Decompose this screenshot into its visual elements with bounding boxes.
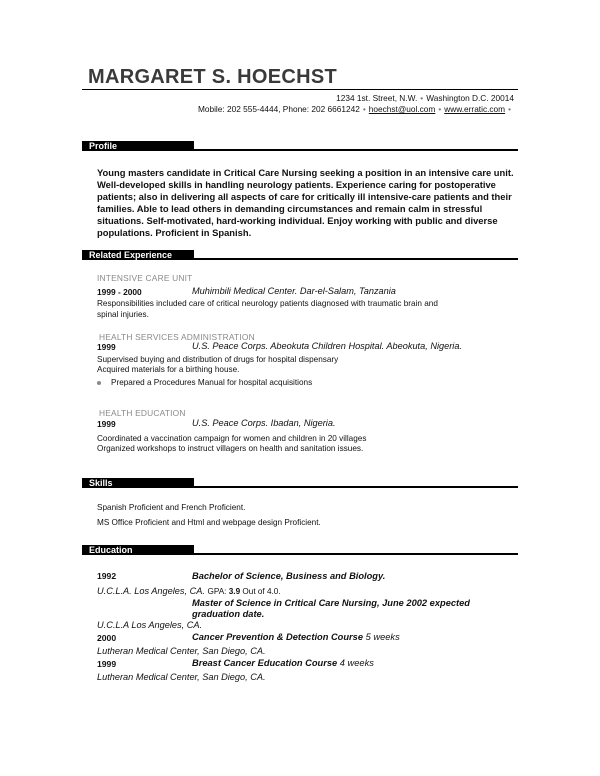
school-name: U.C.L.A. Los Angeles, CA. [97, 586, 205, 596]
job-title: INTENSIVE CARE UNIT [97, 273, 193, 283]
job-description-line: spinal injuries. [97, 310, 149, 319]
section-rule [194, 478, 518, 488]
job-title: HEALTH SERVICES ADMINISTRATION [99, 332, 255, 342]
education-section-header [82, 545, 518, 555]
job-date: 1999 [97, 419, 116, 429]
job-organization: Muhimbili Medical Center. Dar-el-Salam, Tanzania [192, 286, 396, 296]
job-title: HEALTH EDUCATION [99, 408, 186, 418]
education-degree [192, 658, 374, 669]
separator-dot: • [438, 104, 442, 114]
section-heading: Related Experience [82, 250, 194, 260]
separator-dot: • [508, 104, 511, 114]
separator-dot: • [362, 104, 366, 114]
separator-dot: • [420, 93, 424, 103]
profile-section-header [82, 141, 518, 151]
education-date: 1999 [97, 659, 117, 669]
job-description-line: Organized workshops to instruct villagers on health and sanitation issues. [97, 444, 364, 453]
bullet-text: Prepared a Procedures Manual for hospital acquisitions [111, 378, 313, 387]
address-line [336, 93, 514, 103]
job-description-line: Coordinated a vaccination campaign for women and children in 20 villages [97, 434, 367, 443]
email-link[interactable]: hoechst@uol.com [368, 104, 436, 114]
gpa-suffix: Out of 4.0. [242, 587, 281, 596]
section-rule [194, 250, 518, 260]
job-organization: U.S. Peace Corps. Ibadan, Nigeria. [192, 418, 336, 428]
education-school [97, 586, 281, 596]
skills-section-header [82, 478, 518, 488]
skill-item: Spanish Proficient and French Proficient. [97, 503, 246, 512]
section-heading: Skills [82, 478, 194, 488]
section-heading: Education [82, 545, 194, 555]
job-description-line: Supervised buying and distribution of drugs for hospital dispensary [97, 355, 339, 364]
education-degree [192, 632, 400, 643]
job-bullet-item [97, 378, 312, 387]
applicant-name: MARGARET S. HOECHST [88, 66, 338, 88]
experience-section-header [82, 250, 518, 260]
section-heading: Profile [82, 141, 194, 151]
education-school: Lutheran Medical Center, San Diego, CA. [97, 672, 266, 682]
education-school: U.C.L.A Los Angeles, CA. [97, 620, 203, 630]
job-date: 1999 - 2000 [97, 287, 142, 297]
education-degree-continued: graduation date. [192, 609, 265, 619]
education-degree: Master of Science in Critical Care Nursing, June 2002 expected [192, 598, 470, 608]
job-description-line: Acquired materials for a birthing house. [97, 365, 240, 374]
phone-line [198, 104, 514, 114]
skill-item: MS Office Proficient and Html and webpage design Proficient. [97, 518, 321, 527]
city-address: Washington D.C. 20014 [426, 93, 514, 103]
education-school: Lutheran Medical Center, San Diego, CA. [97, 646, 266, 656]
phone-numbers: Mobile: 202 555-4444, Phone: 202 6661242 [197, 104, 360, 114]
bullet-icon [97, 381, 101, 385]
course-duration: 4 weeks [339, 658, 374, 668]
website-link[interactable]: www.erratic.com [444, 104, 506, 114]
section-rule [194, 141, 518, 151]
job-date: 1999 [97, 342, 116, 352]
education-date: 2000 [97, 633, 117, 643]
course-name: Cancer Prevention & Detection Course [192, 632, 364, 642]
gpa-label: GPA: [207, 587, 227, 596]
header-divider [82, 89, 518, 90]
job-description-line: Responsibilities included care of critical neurology patients diagnosed with traumatic brain and [97, 299, 438, 308]
course-name: Breast Cancer Education Course [192, 658, 338, 668]
street-address: 1234 1st. Street, N.W. [336, 93, 418, 103]
education-date: 1992 [97, 571, 117, 581]
section-rule [194, 545, 518, 555]
course-duration: 5 weeks [365, 632, 400, 642]
job-organization: U.S. Peace Corps. Abeokuta Children Hospital. Abeokuta, Nigeria. [192, 341, 462, 351]
gpa [207, 587, 280, 596]
gpa-value: 3.9 [228, 587, 241, 596]
education-degree: Bachelor of Science, Business and Biology. [192, 571, 386, 581]
profile-summary: Young masters candidate in Critical Care Nursing seeking a position in an intensive care unit. Well-developed skills in handling neurology patients. Experience caring for postoperative patients; also in delivering all aspects of care for critically ill intensive-care patients and their families. Able to lead others in demanding circumstances and remain calm in stressful situations. Self-motivated, hard-working individual. Enjoy working with public and diverse populations. Proficient in Spanish. [97, 167, 514, 238]
